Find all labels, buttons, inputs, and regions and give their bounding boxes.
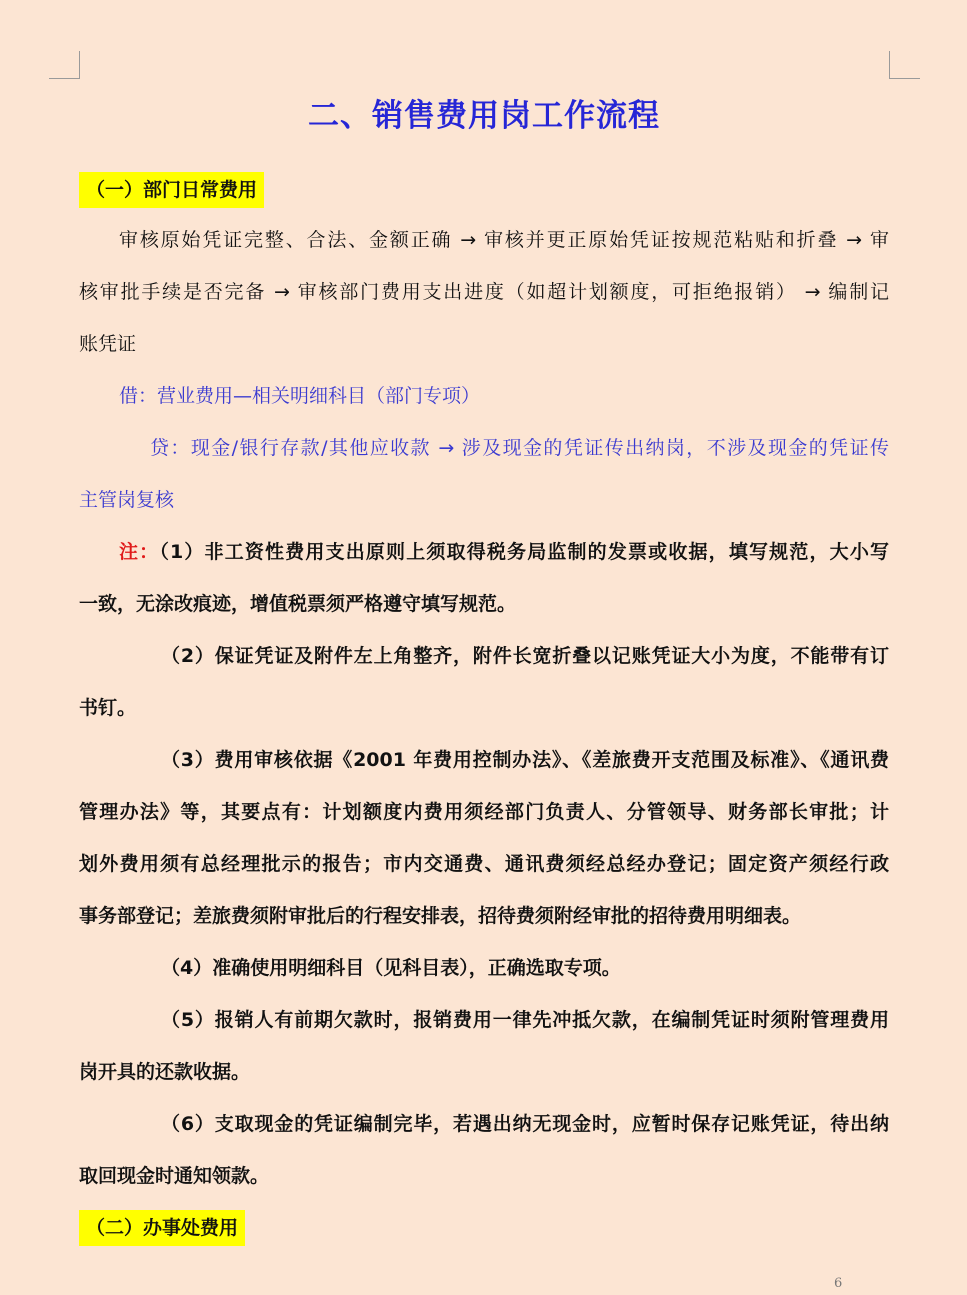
note-line: 取回现金时通知领款。 [79, 1165, 270, 1187]
note-line: （4）准确使用明细科目（见科目表），正确选取专项。 [161, 957, 621, 979]
note-line: 岗开具的还款收据。 [79, 1061, 251, 1083]
note-line: 管理办法》等，其要点有：计划额度内费用须经部门负责人、分管领导、财务部长审批；计 [79, 801, 889, 823]
credit-entry [79, 422, 889, 526]
note-1 [79, 526, 889, 630]
note-line [79, 526, 889, 578]
note-line: 一致，无涂改痕迹，增值税票须严格遵守填写规范。 [79, 593, 517, 615]
note-5 [79, 994, 889, 1098]
section-heading-office-expenses: （二）办事处费用 [79, 1210, 245, 1246]
flow-line: 审核原始凭证完整、合法、金额正确 → 审核并更正原始凭证按规范粘贴和折叠 → 审 [119, 229, 889, 251]
credit-line: 主管岗复核 [79, 489, 175, 511]
note-line: （5）报销人有前期欠款时，报销费用一律先冲抵欠款，在编制凭证时须附管理费用 [161, 1009, 889, 1031]
credit-line: 贷：现金/银行存款/其他应收款 → 涉及现金的凭证传出纳岗，不涉及现金的凭证传 [150, 437, 889, 459]
debit-line: 借：营业费用—相关明细科目（部门专项） [119, 385, 481, 407]
note-4 [79, 942, 889, 994]
note-line: 划外费用须有总经理批示的报告；市内交通费、通讯费须经总经办登记；固定资产须经行政 [79, 853, 889, 875]
page-number: 6 [834, 1276, 843, 1291]
note-label: 注： [119, 541, 160, 563]
note-1-text: （1）非工资性费用支出原则上须取得税务局监制的发票或收据，填写规范，大小写 [159, 541, 889, 563]
crop-mark-top-left [49, 51, 80, 79]
flow-line: 核审批手续是否完备 → 审核部门费用支出进度（如超计划额度，可拒绝报销） → 编制记 [79, 281, 889, 303]
note-line: （2）保证凭证及附件左上角整齐，附件长宽折叠以记账凭证大小为度，不能带有订 [161, 645, 889, 667]
crop-mark-top-right [889, 51, 920, 79]
flow-line: 账凭证 [79, 333, 137, 355]
debit-entry [79, 370, 889, 422]
review-flow-paragraph [79, 214, 889, 370]
page-title: 二、销售费用岗工作流程 [308, 98, 660, 134]
section-heading-dept-expenses: （一）部门日常费用 [79, 172, 264, 208]
note-line: （6）支取现金的凭证编制完毕，若遇出纳无现金时，应暂时保存记账凭证，待出纳 [161, 1113, 889, 1135]
note-line: 书钉。 [79, 697, 137, 719]
note-line: 事务部登记；差旅费须附审批后的行程安排表，招待费须附经审批的招待费用明细表。 [79, 905, 802, 927]
note-6 [79, 1098, 889, 1202]
note-3 [79, 734, 889, 942]
note-line: （3）费用审核依据《2001 年费用控制办法》、《差旅费开支范围及标准》、《通讯费 [161, 749, 889, 771]
note-2 [79, 630, 889, 734]
